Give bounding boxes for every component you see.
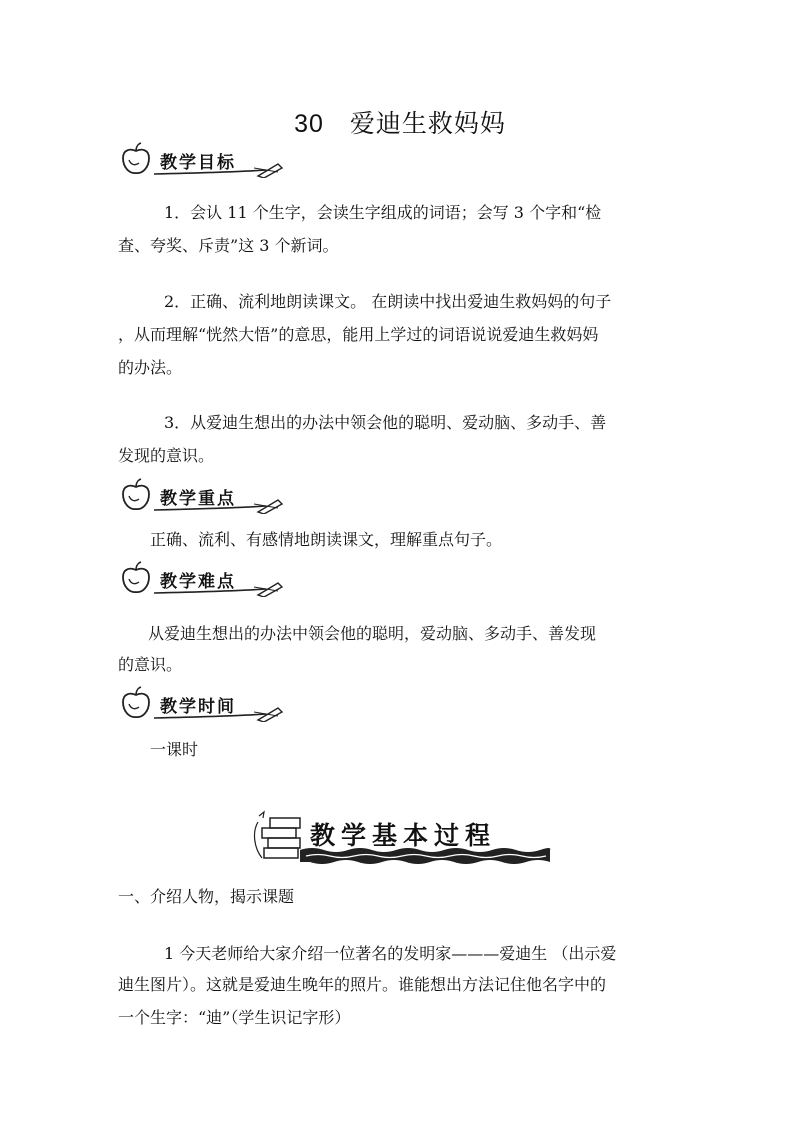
page-title (0, 104, 800, 140)
process-banner (250, 808, 560, 870)
goals-heading (118, 142, 288, 178)
step1-line-2: 迪生图片）。这就是爱迪生晚年的照片。谁能想出方法记住他名字中的 (118, 975, 607, 994)
step1-line-3: 一个生字：“迪”（学生识记字形） (118, 1008, 351, 1027)
goal-item-2 (118, 285, 678, 318)
difficulties-line-1: 从爱迪生想出的办法中领会他的聪明，爱动脑、多动手、善发现 (148, 624, 597, 643)
goal-2-line-3: 的办法。 (118, 358, 183, 377)
difficulties-heading (118, 561, 288, 597)
goal-item-1-cont (118, 229, 678, 262)
goal-1-line-1: 1．会认 11 个生字，会读生字组成的词语；会写 3 个字和“检 (164, 203, 602, 222)
lesson-number: 30 (294, 110, 324, 138)
time-heading (118, 686, 288, 722)
difficulties-text (118, 617, 678, 650)
goal-item-2-cont (118, 318, 678, 384)
lesson-title: 爱迪生救妈妈 (349, 109, 506, 138)
goal-2-line-1: 2．正确、流利地朗读课文。 在朗读中找出爱迪生救妈妈的句子 (164, 292, 612, 311)
difficulties-line-2: 的意识。 (118, 655, 183, 674)
difficulties-text-cont (118, 648, 678, 681)
goal-item-3-cont (118, 439, 678, 472)
time-text (118, 733, 678, 766)
step1-title-text: 一、介绍人物，揭示课题 (118, 887, 295, 906)
key-points-line-1: 正确、流利、有感情地朗读课文，理解重点句子。 (150, 530, 503, 549)
key-points-heading (118, 478, 288, 514)
goal-3-line-2: 发现的意识。 (118, 446, 215, 465)
step1-line-1: 1 今天老师给大家介绍一位著名的发明家———爱迪生 （出示爱 (164, 944, 617, 963)
step1-para (118, 937, 678, 970)
process-banner-text: 教学基本过程 (310, 821, 497, 850)
goal-item-1 (118, 196, 678, 229)
goal-1-line-2: 查、夸奖、斥责”这 3 个新词。 (118, 236, 339, 255)
key-points-heading-text: 教学重点 (160, 489, 236, 509)
goals-heading-text: 教学目标 (160, 153, 236, 173)
goal-3-line-1: 3．从爱迪生想出的办法中领会他的聪明、爱动脑、多动手、善 (164, 413, 607, 432)
goal-2-line-2: ，从而理解“恍然大悟”的意思，能用上学过的词语说说爱迪生救妈妈 (118, 325, 599, 344)
key-points-text (118, 523, 678, 556)
difficulties-heading-text: 教学难点 (160, 572, 236, 592)
step1-para-cont (118, 968, 678, 1034)
time-heading-text: 教学时间 (160, 697, 236, 717)
goal-item-3 (118, 406, 678, 439)
time-line-1: 一课时 (150, 740, 199, 759)
step1-title (118, 880, 678, 913)
